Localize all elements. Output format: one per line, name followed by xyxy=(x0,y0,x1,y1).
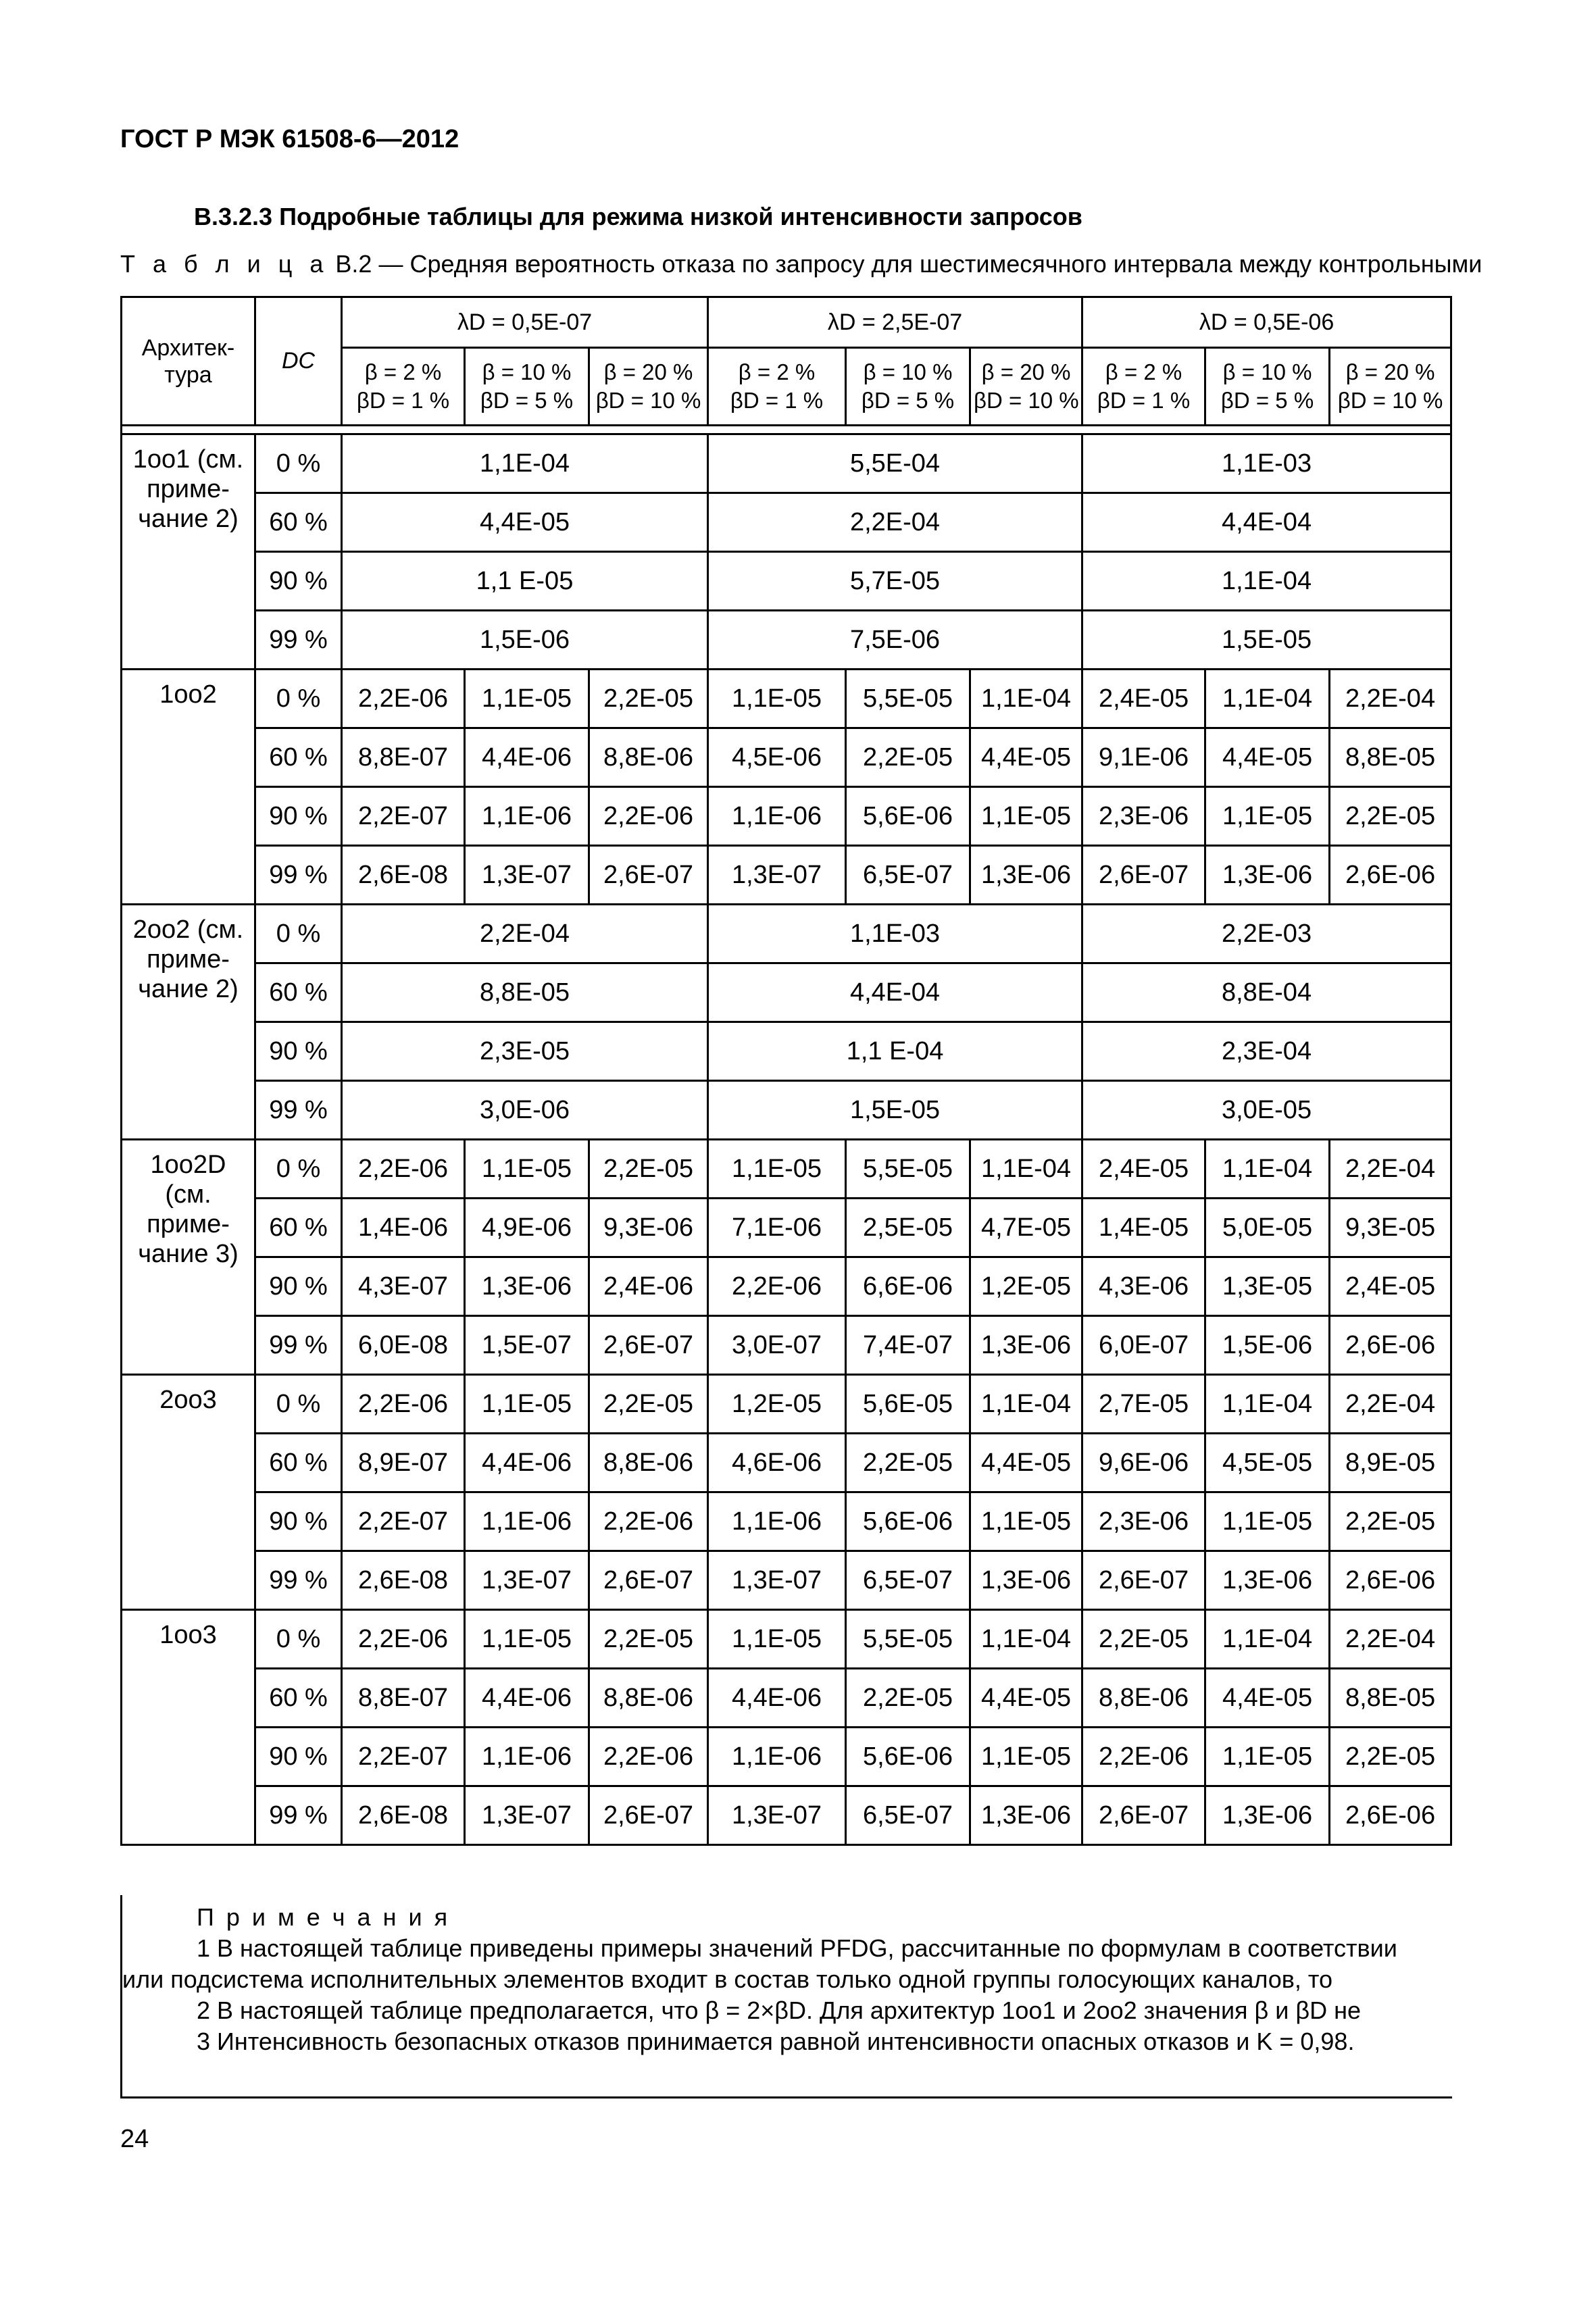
value-cell: 1,1E-05 xyxy=(708,1140,846,1199)
value-cell: 2,6E-06 xyxy=(1330,1551,1451,1610)
value-cell: 1,1E-04 xyxy=(1205,1140,1330,1199)
dc-cell: 0 % xyxy=(255,1140,342,1199)
value-cell: 1,1E-05 xyxy=(465,670,589,728)
value-cell: 2,4E-05 xyxy=(1082,1140,1205,1199)
lambda-header: λD = 0,5E-07 xyxy=(342,297,708,348)
value-cell: 4,7E-05 xyxy=(970,1199,1082,1257)
value-cell: 2,6E-06 xyxy=(1330,1786,1451,1845)
value-cell: 1,1E-04 xyxy=(1205,1375,1330,1434)
table-row xyxy=(122,846,1451,905)
dc-cell: 0 % xyxy=(255,905,342,963)
beta-header xyxy=(465,348,589,426)
lambda-header: λD = 0,5E-06 xyxy=(1082,297,1451,348)
value-cell: 1,3E-06 xyxy=(970,1786,1082,1845)
value-cell: 1,3E-06 xyxy=(1205,846,1330,905)
table-row xyxy=(122,787,1451,846)
beta-label: β = 10 % xyxy=(863,359,953,384)
beta-header xyxy=(970,348,1082,426)
value-cell: 2,2E-06 xyxy=(342,670,465,728)
betad-label: βD = 5 % xyxy=(1220,388,1314,413)
dc-cell: 60 % xyxy=(255,493,342,552)
dc-cell: 99 % xyxy=(255,611,342,670)
table-row xyxy=(122,963,1451,1022)
arch-cell: 1oo1 (см. приме-чание 2) xyxy=(122,434,255,670)
value-cell: 4,4E-04 xyxy=(708,963,1082,1022)
betad-label: βD = 10 % xyxy=(595,388,701,413)
arch-cell: 1oo3 xyxy=(122,1610,255,1845)
value-cell: 2,6E-07 xyxy=(1082,1786,1205,1845)
value-cell: 2,2E-04 xyxy=(1330,1610,1451,1669)
value-cell: 1,1E-05 xyxy=(465,1375,589,1434)
value-cell: 4,4E-04 xyxy=(1082,493,1451,552)
value-cell: 2,6E-07 xyxy=(589,846,708,905)
table-row xyxy=(122,1728,1451,1786)
value-cell: 1,3E-07 xyxy=(465,1786,589,1845)
value-cell: 1,2E-05 xyxy=(708,1375,846,1434)
beta-label: β = 20 % xyxy=(981,359,1071,384)
value-cell: 1,1E-03 xyxy=(1082,434,1451,493)
value-cell: 1,3E-07 xyxy=(708,1551,846,1610)
notes-block xyxy=(120,1895,1452,2098)
value-cell: 4,4E-05 xyxy=(970,1669,1082,1728)
table-row xyxy=(122,1610,1451,1669)
dc-cell: 99 % xyxy=(255,1786,342,1845)
value-cell: 2,6E-08 xyxy=(342,1786,465,1845)
beta-header xyxy=(1330,348,1451,426)
value-cell: 2,2E-05 xyxy=(1330,1492,1451,1551)
value-cell: 2,2E-04 xyxy=(342,905,708,963)
value-cell: 1,1E-06 xyxy=(708,787,846,846)
table-row xyxy=(122,1786,1451,1845)
value-cell: 1,1E-05 xyxy=(1205,787,1330,846)
value-cell: 1,3E-06 xyxy=(1205,1786,1330,1845)
value-cell: 5,6E-06 xyxy=(846,1492,970,1551)
value-cell: 4,4E-05 xyxy=(342,493,708,552)
value-cell: 4,5E-06 xyxy=(708,728,846,787)
dc-cell: 99 % xyxy=(255,1081,342,1140)
value-cell: 1,3E-07 xyxy=(708,846,846,905)
value-cell: 4,4E-05 xyxy=(1205,728,1330,787)
value-cell: 2,6E-06 xyxy=(1330,846,1451,905)
value-cell: 1,1E-05 xyxy=(465,1610,589,1669)
table-row xyxy=(122,1551,1451,1610)
dc-cell: 0 % xyxy=(255,670,342,728)
value-cell: 2,2E-07 xyxy=(342,787,465,846)
value-cell: 2,2E-05 xyxy=(1082,1610,1205,1669)
value-cell: 1,1E-05 xyxy=(970,787,1082,846)
table-row xyxy=(122,1434,1451,1492)
value-cell: 1,3E-07 xyxy=(465,846,589,905)
value-cell: 5,5E-05 xyxy=(846,1140,970,1199)
beta-header xyxy=(589,348,708,426)
beta-label: β = 2 % xyxy=(738,359,816,384)
value-cell: 4,9E-06 xyxy=(465,1199,589,1257)
table-row xyxy=(122,1669,1451,1728)
value-cell: 4,5E-05 xyxy=(1205,1434,1330,1492)
value-cell: 7,5E-06 xyxy=(708,611,1082,670)
value-cell: 2,6E-06 xyxy=(1330,1316,1451,1375)
note-line: 3 Интенсивность безопасных отказов принимается равной интенсивности опасных отказов и K = 0,98. xyxy=(197,2028,1355,2055)
value-cell: 1,1E-05 xyxy=(708,670,846,728)
value-cell: 9,6E-06 xyxy=(1082,1434,1205,1492)
dc-cell: 60 % xyxy=(255,1434,342,1492)
value-cell: 2,4E-05 xyxy=(1330,1257,1451,1316)
table-row xyxy=(122,670,1451,728)
value-cell: 2,3E-06 xyxy=(1082,787,1205,846)
value-cell: 8,8E-05 xyxy=(1330,1669,1451,1728)
value-cell: 1,1E-06 xyxy=(708,1728,846,1786)
value-cell: 6,5E-07 xyxy=(846,1551,970,1610)
value-cell: 3,0E-05 xyxy=(1082,1081,1451,1140)
value-cell: 4,4E-05 xyxy=(970,728,1082,787)
value-cell: 2,6E-07 xyxy=(589,1551,708,1610)
value-cell: 9,3E-05 xyxy=(1330,1199,1451,1257)
pfd-table xyxy=(120,296,1452,1846)
value-cell: 8,8E-07 xyxy=(342,1669,465,1728)
value-cell: 4,4E-06 xyxy=(708,1669,846,1728)
value-cell: 1,3E-06 xyxy=(465,1257,589,1316)
value-cell: 1,3E-07 xyxy=(708,1786,846,1845)
value-cell: 1,1E-04 xyxy=(1082,552,1451,611)
value-cell: 1,1 E-04 xyxy=(708,1022,1082,1081)
value-cell: 2,2E-04 xyxy=(1330,1375,1451,1434)
value-cell: 2,2E-05 xyxy=(589,1610,708,1669)
dc-cell: 0 % xyxy=(255,1610,342,1669)
value-cell: 3,0E-07 xyxy=(708,1316,846,1375)
header-row-lambda xyxy=(122,297,1451,348)
note-line: или подсистема исполнительных элементов входит в состав только одной группы голосующих каналов, то xyxy=(122,1965,1333,1993)
dc-cell: 60 % xyxy=(255,963,342,1022)
value-cell: 5,5E-04 xyxy=(708,434,1082,493)
value-cell: 2,2E-06 xyxy=(589,1492,708,1551)
value-cell: 8,8E-05 xyxy=(1330,728,1451,787)
arch-cell: 2oo2 (см. приме-чание 2) xyxy=(122,905,255,1140)
value-cell: 2,2E-06 xyxy=(342,1610,465,1669)
value-cell: 2,2E-05 xyxy=(1330,1728,1451,1786)
value-cell: 1,1E-05 xyxy=(970,1492,1082,1551)
value-cell: 1,1E-04 xyxy=(970,1375,1082,1434)
value-cell: 5,5E-05 xyxy=(846,670,970,728)
value-cell: 4,4E-05 xyxy=(1205,1669,1330,1728)
section-title: В.3.2.3 Подробные таблицы для режима низкой интенсивности запросов xyxy=(194,203,1082,230)
value-cell: 8,8E-06 xyxy=(589,1669,708,1728)
value-cell: 1,5E-07 xyxy=(465,1316,589,1375)
dc-cell: 60 % xyxy=(255,728,342,787)
beta-header xyxy=(846,348,970,426)
value-cell: 1,3E-05 xyxy=(1205,1257,1330,1316)
beta-header xyxy=(1082,348,1205,426)
value-cell: 2,2E-05 xyxy=(846,728,970,787)
table-row xyxy=(122,1081,1451,1140)
value-cell: 2,2E-06 xyxy=(589,1728,708,1786)
value-cell: 6,0E-08 xyxy=(342,1316,465,1375)
value-cell: 6,5E-07 xyxy=(846,846,970,905)
table-row xyxy=(122,1375,1451,1434)
betad-label: βD = 5 % xyxy=(480,388,574,413)
value-cell: 2,2E-05 xyxy=(589,1375,708,1434)
table-caption-text: В.2 — Средняя вероятность отказа по запросу для шестимесячного интервала между контрольными xyxy=(335,250,1482,278)
value-cell: 2,2E-05 xyxy=(1330,787,1451,846)
value-cell: 8,8E-04 xyxy=(1082,963,1451,1022)
value-cell: 2,2E-04 xyxy=(1330,670,1451,728)
value-cell: 2,2E-06 xyxy=(589,787,708,846)
dc-cell: 60 % xyxy=(255,1199,342,1257)
value-cell: 4,4E-06 xyxy=(465,1434,589,1492)
betad-label: βD = 1 % xyxy=(356,388,450,413)
value-cell: 1,3E-06 xyxy=(970,1316,1082,1375)
value-cell: 1,1E-04 xyxy=(1205,1610,1330,1669)
value-cell: 2,2E-04 xyxy=(708,493,1082,552)
betad-label: βD = 10 % xyxy=(974,388,1079,413)
value-cell: 1,1E-05 xyxy=(1205,1492,1330,1551)
beta-header xyxy=(1205,348,1330,426)
value-cell: 8,9E-07 xyxy=(342,1434,465,1492)
value-cell: 4,3E-06 xyxy=(1082,1257,1205,1316)
table-caption xyxy=(120,250,1482,278)
beta-label: β = 20 % xyxy=(603,359,693,384)
dc-cell: 90 % xyxy=(255,552,342,611)
value-cell: 4,4E-06 xyxy=(465,728,589,787)
value-cell: 5,7E-05 xyxy=(708,552,1082,611)
value-cell: 1,1E-05 xyxy=(970,1728,1082,1786)
beta-label: β = 10 % xyxy=(482,359,572,384)
value-cell: 1,1E-05 xyxy=(708,1610,846,1669)
value-cell: 8,8E-06 xyxy=(589,1434,708,1492)
value-cell: 2,6E-07 xyxy=(589,1316,708,1375)
value-cell: 1,1E-05 xyxy=(465,1140,589,1199)
value-cell: 2,2E-05 xyxy=(589,670,708,728)
dc-header: DC xyxy=(255,297,342,426)
value-cell: 2,3E-05 xyxy=(342,1022,708,1081)
dc-cell: 0 % xyxy=(255,1375,342,1434)
value-cell: 1,5E-05 xyxy=(1082,611,1451,670)
table-row xyxy=(122,1022,1451,1081)
value-cell: 1,1E-06 xyxy=(465,1492,589,1551)
value-cell: 2,6E-07 xyxy=(589,1786,708,1845)
table-row xyxy=(122,552,1451,611)
value-cell: 2,6E-08 xyxy=(342,846,465,905)
page-number: 24 xyxy=(120,2125,149,2153)
value-cell: 1,1E-06 xyxy=(708,1492,846,1551)
table-row xyxy=(122,611,1451,670)
table-row xyxy=(122,1316,1451,1375)
value-cell: 2,6E-07 xyxy=(1082,1551,1205,1610)
value-cell: 1,1E-05 xyxy=(1205,1728,1330,1786)
value-cell: 2,7E-05 xyxy=(1082,1375,1205,1434)
value-cell: 6,0E-07 xyxy=(1082,1316,1205,1375)
dc-cell: 90 % xyxy=(255,1492,342,1551)
dc-cell: 90 % xyxy=(255,1257,342,1316)
beta-label: β = 2 % xyxy=(364,359,442,384)
value-cell: 4,4E-05 xyxy=(970,1434,1082,1492)
value-cell: 8,8E-06 xyxy=(1082,1669,1205,1728)
value-cell: 1,3E-07 xyxy=(465,1551,589,1610)
value-cell: 2,4E-06 xyxy=(589,1257,708,1316)
value-cell: 1,1E-06 xyxy=(465,1728,589,1786)
table-row xyxy=(122,1199,1451,1257)
value-cell: 2,2E-05 xyxy=(846,1434,970,1492)
value-cell: 4,4E-06 xyxy=(465,1669,589,1728)
value-cell: 2,5E-05 xyxy=(846,1199,970,1257)
beta-label: β = 10 % xyxy=(1222,359,1312,384)
table-row xyxy=(122,1492,1451,1551)
dc-cell: 90 % xyxy=(255,787,342,846)
value-cell: 6,6E-06 xyxy=(846,1257,970,1316)
value-cell: 2,2E-05 xyxy=(589,1140,708,1199)
lambda-header: λD = 2,5E-07 xyxy=(708,297,1082,348)
value-cell: 4,6E-06 xyxy=(708,1434,846,1492)
dc-cell: 99 % xyxy=(255,846,342,905)
value-cell: 5,5E-05 xyxy=(846,1610,970,1669)
value-cell: 1,1E-06 xyxy=(465,787,589,846)
value-cell: 2,2E-07 xyxy=(342,1728,465,1786)
value-cell: 2,2E-06 xyxy=(342,1140,465,1199)
arch-cell: 2oo3 xyxy=(122,1375,255,1610)
value-cell: 6,5E-07 xyxy=(846,1786,970,1845)
notes-title: П р и м е ч а н и я xyxy=(197,1903,451,1931)
value-cell: 3,0E-06 xyxy=(342,1081,708,1140)
value-cell: 8,9E-05 xyxy=(1330,1434,1451,1492)
value-cell: 1,1 E-05 xyxy=(342,552,708,611)
arch-cell: 1oo2 xyxy=(122,670,255,905)
table-row xyxy=(122,434,1451,493)
dc-cell: 90 % xyxy=(255,1022,342,1081)
value-cell: 7,4E-07 xyxy=(846,1316,970,1375)
value-cell: 2,6E-08 xyxy=(342,1551,465,1610)
value-cell: 1,3E-06 xyxy=(1205,1551,1330,1610)
value-cell: 9,1E-06 xyxy=(1082,728,1205,787)
value-cell: 5,0E-05 xyxy=(1205,1199,1330,1257)
value-cell: 2,2E-06 xyxy=(342,1375,465,1434)
value-cell: 1,1E-04 xyxy=(970,1140,1082,1199)
value-cell: 2,2E-04 xyxy=(1330,1140,1451,1199)
value-cell: 4,3E-07 xyxy=(342,1257,465,1316)
arch-cell: 1oo2D (см. приме-чание 3) xyxy=(122,1140,255,1375)
value-cell: 1,2E-05 xyxy=(970,1257,1082,1316)
value-cell: 1,5E-06 xyxy=(342,611,708,670)
value-cell: 9,3E-06 xyxy=(589,1199,708,1257)
note-line: 1 В настоящей таблице приведены примеры значений PFDG, рассчитанные по формулам в соответствии xyxy=(197,1934,1397,1962)
value-cell: 1,5E-05 xyxy=(708,1081,1082,1140)
value-cell: 1,1E-04 xyxy=(970,1610,1082,1669)
value-cell: 1,3E-06 xyxy=(970,1551,1082,1610)
dc-cell: 0 % xyxy=(255,434,342,493)
table-row xyxy=(122,493,1451,552)
value-cell: 1,1E-04 xyxy=(970,670,1082,728)
value-cell: 2,2E-05 xyxy=(846,1669,970,1728)
value-cell: 5,6E-06 xyxy=(846,787,970,846)
value-cell: 2,2E-03 xyxy=(1082,905,1451,963)
value-cell: 1,1E-04 xyxy=(1205,670,1330,728)
value-cell: 8,8E-06 xyxy=(589,728,708,787)
value-cell: 2,3E-04 xyxy=(1082,1022,1451,1081)
table-caption-label: Т а б л и ц а xyxy=(120,250,329,278)
betad-label: βD = 10 % xyxy=(1337,388,1443,413)
value-cell: 2,3E-06 xyxy=(1082,1492,1205,1551)
value-cell: 2,4E-05 xyxy=(1082,670,1205,728)
header-separator xyxy=(122,426,1451,434)
value-cell: 2,2E-07 xyxy=(342,1492,465,1551)
value-cell: 2,2E-06 xyxy=(1082,1728,1205,1786)
value-cell: 1,4E-05 xyxy=(1082,1199,1205,1257)
betad-label: βD = 1 % xyxy=(1097,388,1191,413)
table-row xyxy=(122,905,1451,963)
value-cell: 5,6E-05 xyxy=(846,1375,970,1434)
betad-label: βD = 1 % xyxy=(730,388,824,413)
dc-cell: 60 % xyxy=(255,1669,342,1728)
value-cell: 8,8E-05 xyxy=(342,963,708,1022)
arch-header: Архитек-тура xyxy=(122,297,255,426)
value-cell: 1,1E-03 xyxy=(708,905,1082,963)
beta-header xyxy=(342,348,465,426)
value-cell: 1,3E-06 xyxy=(970,846,1082,905)
dc-cell: 99 % xyxy=(255,1316,342,1375)
value-cell: 2,6E-07 xyxy=(1082,846,1205,905)
table-row xyxy=(122,1257,1451,1316)
value-cell: 5,6E-06 xyxy=(846,1728,970,1786)
beta-header xyxy=(708,348,846,426)
dc-cell: 90 % xyxy=(255,1728,342,1786)
beta-label: β = 20 % xyxy=(1345,359,1435,384)
table-row xyxy=(122,728,1451,787)
value-cell: 1,5E-06 xyxy=(1205,1316,1330,1375)
document-header: ГОСТ Р МЭК 61508-6—2012 xyxy=(120,125,459,153)
value-cell: 1,1E-04 xyxy=(342,434,708,493)
betad-label: βD = 5 % xyxy=(861,388,955,413)
dc-cell: 99 % xyxy=(255,1551,342,1610)
beta-label: β = 2 % xyxy=(1105,359,1182,384)
value-cell: 1,4E-06 xyxy=(342,1199,465,1257)
value-cell: 8,8E-07 xyxy=(342,728,465,787)
table-row xyxy=(122,1140,1451,1199)
note-line: 2 В настоящей таблице предполагается, что β = 2×βD. Для архитектур 1oo1 и 2oo2 значения β и βD не xyxy=(197,1996,1361,2024)
value-cell: 2,2E-06 xyxy=(708,1257,846,1316)
value-cell: 7,1E-06 xyxy=(708,1199,846,1257)
